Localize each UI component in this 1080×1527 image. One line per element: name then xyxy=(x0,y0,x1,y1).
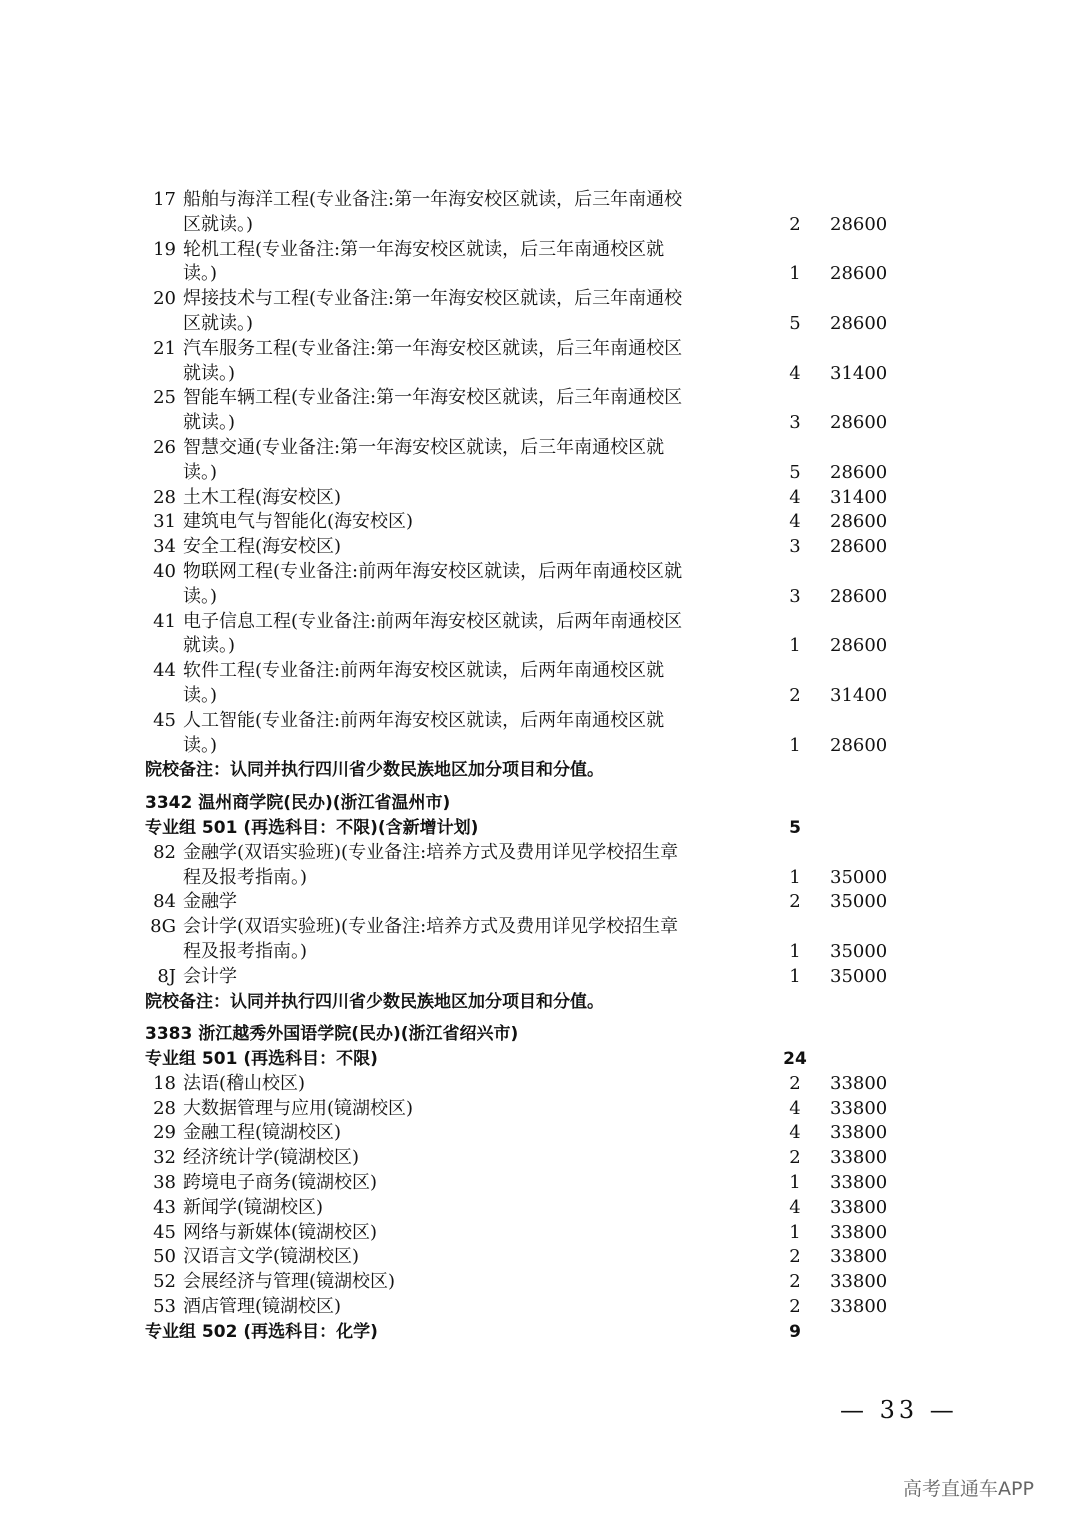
major-code: 38 xyxy=(153,1172,176,1194)
major-name: 安全工程(海安校区) xyxy=(183,536,342,558)
major-name-continuation: 区就读。) xyxy=(183,312,254,334)
plan-count: 1 xyxy=(789,635,801,657)
school-note-text: 院校备注：认同并执行四川省少数民族地区加分项目和分值。 xyxy=(145,760,604,781)
major-name: 汉语言文学(镜湖校区) xyxy=(183,1246,360,1268)
major-name: 酒店管理(镜湖校区) xyxy=(183,1296,342,1318)
major-row xyxy=(0,287,1080,312)
major-row xyxy=(0,535,1080,560)
plan-count: 4 xyxy=(789,511,801,533)
major-name: 汽车服务工程(专业备注:第一年海安校区就读，后三年南通校区 xyxy=(183,337,683,359)
major-row xyxy=(0,1196,1080,1221)
page-number: — 33 — xyxy=(840,1396,958,1424)
tuition-fee: 35000 xyxy=(830,891,888,913)
major-code: 52 xyxy=(153,1271,176,1293)
tuition-fee: 28600 xyxy=(830,263,888,285)
plan-count: 4 xyxy=(789,362,801,384)
major-name-continuation: 读。) xyxy=(183,585,218,607)
major-name: 土木工程(海安校区) xyxy=(183,486,342,508)
major-row xyxy=(0,915,1080,940)
major-row-continuation xyxy=(0,262,1080,287)
tuition-fee: 28600 xyxy=(830,312,888,334)
major-name-continuation: 程及报考指南。) xyxy=(183,866,308,888)
plan-count: 2 xyxy=(789,891,801,913)
major-group-count: 24 xyxy=(783,1049,807,1070)
plan-count: 1 xyxy=(789,1172,801,1194)
tuition-fee: 28600 xyxy=(830,412,888,434)
major-row xyxy=(0,560,1080,585)
major-name: 物联网工程(专业备注:前两年海安校区就读，后两年南通校区就 xyxy=(183,560,683,582)
tuition-fee: 33800 xyxy=(830,1097,888,1119)
major-code: 32 xyxy=(153,1147,176,1169)
plan-count: 3 xyxy=(789,536,801,558)
major-group-label: 专业组 501 (再选科目：不限)(含新增计划) xyxy=(145,817,479,838)
major-code: 53 xyxy=(153,1296,176,1318)
school-note-text: 院校备注：认同并执行四川省少数民族地区加分项目和分值。 xyxy=(145,991,604,1012)
major-row xyxy=(0,510,1080,535)
major-code: 31 xyxy=(153,511,176,533)
major-row xyxy=(0,1270,1080,1295)
major-code: 18 xyxy=(153,1072,176,1094)
section-gap xyxy=(0,1014,1080,1022)
plan-count: 4 xyxy=(789,1097,801,1119)
tuition-fee: 31400 xyxy=(830,486,888,508)
major-row xyxy=(0,238,1080,263)
plan-count: 5 xyxy=(789,312,801,334)
major-name-continuation: 程及报考指南。) xyxy=(183,940,308,962)
major-name: 会展经济与管理(镜湖校区) xyxy=(183,1271,396,1293)
major-group-header xyxy=(0,816,1080,841)
major-row xyxy=(0,1146,1080,1171)
major-name-continuation: 就读。) xyxy=(183,635,236,657)
major-row xyxy=(0,841,1080,866)
major-code: 19 xyxy=(153,238,176,260)
major-code: 8G xyxy=(150,916,176,938)
plan-count: 5 xyxy=(789,461,801,483)
tuition-fee: 28600 xyxy=(830,213,888,235)
major-name-continuation: 就读。) xyxy=(183,362,236,384)
tuition-fee: 28600 xyxy=(830,536,888,558)
major-name: 人工智能(专业备注:前两年海安校区就读，后两年南通校区就 xyxy=(183,709,665,731)
major-row xyxy=(0,386,1080,411)
major-row xyxy=(0,1295,1080,1320)
major-row-continuation xyxy=(0,866,1080,891)
plan-count: 1 xyxy=(789,866,801,888)
major-name: 金融工程(镜湖校区) xyxy=(183,1122,342,1144)
major-code: 26 xyxy=(153,436,176,458)
plan-count: 2 xyxy=(789,1147,801,1169)
major-name: 焊接技术与工程(专业备注:第一年海安校区就读，后三年南通校 xyxy=(183,288,683,310)
major-name: 软件工程(专业备注:前两年海安校区就读，后两年南通校区就 xyxy=(183,660,665,682)
plan-count: 1 xyxy=(789,1221,801,1243)
plan-count: 2 xyxy=(789,1271,801,1293)
watermark: 高考直通车APP xyxy=(903,1478,1034,1500)
school-header xyxy=(0,1022,1080,1047)
major-name-continuation: 读。) xyxy=(183,263,218,285)
major-group-header xyxy=(0,1047,1080,1072)
school-note xyxy=(0,758,1080,783)
major-code: 44 xyxy=(153,660,176,682)
major-row xyxy=(0,709,1080,734)
major-code: 28 xyxy=(153,486,176,508)
section-gap xyxy=(0,783,1080,791)
plan-count: 2 xyxy=(789,1246,801,1268)
tuition-fee: 33800 xyxy=(830,1072,888,1094)
major-name: 跨境电子商务(镜湖校区) xyxy=(183,1172,378,1194)
major-code: 20 xyxy=(153,288,176,310)
major-row-continuation xyxy=(0,213,1080,238)
major-name: 网络与新媒体(镜湖校区) xyxy=(183,1221,378,1243)
tuition-fee: 35000 xyxy=(830,940,888,962)
major-row xyxy=(0,1097,1080,1122)
major-row-continuation xyxy=(0,362,1080,387)
major-name: 新闻学(镜湖校区) xyxy=(183,1196,324,1218)
major-row-continuation xyxy=(0,312,1080,337)
plan-count: 1 xyxy=(789,965,801,987)
major-group-count: 9 xyxy=(789,1321,801,1342)
tuition-fee: 33800 xyxy=(830,1296,888,1318)
major-row-continuation xyxy=(0,411,1080,436)
major-name: 电子信息工程(专业备注:前两年海安校区就读，后两年南通校区 xyxy=(183,610,683,632)
major-row-continuation xyxy=(0,684,1080,709)
major-code: 41 xyxy=(153,610,176,632)
plan-count: 1 xyxy=(789,940,801,962)
plan-count: 3 xyxy=(789,585,801,607)
tuition-fee: 33800 xyxy=(830,1246,888,1268)
major-name: 金融学 xyxy=(183,891,237,913)
document-body xyxy=(0,188,1080,1345)
major-row xyxy=(0,1171,1080,1196)
major-code: 25 xyxy=(153,387,176,409)
major-group-label: 专业组 501 (再选科目：不限) xyxy=(145,1049,378,1070)
major-name: 大数据管理与应用(镜湖校区) xyxy=(183,1097,414,1119)
major-code: 82 xyxy=(153,841,176,863)
tuition-fee: 31400 xyxy=(830,362,888,384)
major-row xyxy=(0,436,1080,461)
major-name: 会计学 xyxy=(183,965,237,987)
plan-count: 2 xyxy=(789,1072,801,1094)
major-code: 34 xyxy=(153,536,176,558)
school-note xyxy=(0,990,1080,1015)
major-row-continuation xyxy=(0,585,1080,610)
major-code: 28 xyxy=(153,1097,176,1119)
major-name: 智能车辆工程(专业备注:第一年海安校区就读，后三年南通校区 xyxy=(183,387,683,409)
major-group-header xyxy=(0,1320,1080,1345)
major-name: 智慧交通(专业备注:第一年海安校区就读，后三年南通校区就 xyxy=(183,436,665,458)
major-code: 45 xyxy=(153,709,176,731)
major-code: 50 xyxy=(153,1246,176,1268)
plan-count: 2 xyxy=(789,684,801,706)
tuition-fee: 33800 xyxy=(830,1147,888,1169)
major-row xyxy=(0,1121,1080,1146)
major-name: 船舶与海洋工程(专业备注:第一年海安校区就读，后三年南通校 xyxy=(183,189,683,210)
major-row-continuation xyxy=(0,734,1080,759)
tuition-fee: 33800 xyxy=(830,1221,888,1243)
plan-count: 4 xyxy=(789,1122,801,1144)
major-code: 21 xyxy=(153,337,176,359)
plan-count: 4 xyxy=(789,486,801,508)
major-row xyxy=(0,337,1080,362)
tuition-fee: 35000 xyxy=(830,965,888,987)
major-name: 会计学(双语实验班)(专业备注:培养方式及费用详见学校招生章 xyxy=(183,916,679,938)
tuition-fee: 33800 xyxy=(830,1122,888,1144)
tuition-fee: 35000 xyxy=(830,866,888,888)
major-code: 29 xyxy=(153,1122,176,1144)
tuition-fee: 28600 xyxy=(830,511,888,533)
major-row xyxy=(0,486,1080,511)
major-code: 45 xyxy=(153,1221,176,1243)
tuition-fee: 28600 xyxy=(830,734,888,756)
plan-count: 2 xyxy=(789,1296,801,1318)
major-name: 轮机工程(专业备注:第一年海安校区就读，后三年南通校区就 xyxy=(183,238,665,260)
plan-count: 4 xyxy=(789,1196,801,1218)
major-name-continuation: 区就读。) xyxy=(183,213,254,235)
major-row xyxy=(0,610,1080,635)
plan-count: 3 xyxy=(789,412,801,434)
plan-count: 2 xyxy=(789,213,801,235)
major-row xyxy=(0,1245,1080,1270)
plan-count: 1 xyxy=(789,734,801,756)
tuition-fee: 33800 xyxy=(830,1172,888,1194)
major-code: 43 xyxy=(153,1196,176,1218)
major-name: 金融学(双语实验班)(专业备注:培养方式及费用详见学校招生章 xyxy=(183,841,679,863)
tuition-fee: 31400 xyxy=(830,684,888,706)
major-group-count: 5 xyxy=(789,817,801,838)
major-code: 8J xyxy=(157,965,176,987)
school-header xyxy=(0,791,1080,816)
major-row xyxy=(0,188,1080,213)
major-name-continuation: 读。) xyxy=(183,684,218,706)
school-name: 3383 浙江越秀外国语学院(民办)(浙江省绍兴市) xyxy=(145,1024,519,1045)
tuition-fee: 33800 xyxy=(830,1196,888,1218)
tuition-fee: 33800 xyxy=(830,1271,888,1293)
tuition-fee: 28600 xyxy=(830,461,888,483)
major-code: 17 xyxy=(153,189,176,210)
school-name: 3342 温州商学院(民办)(浙江省温州市) xyxy=(145,793,451,814)
major-row-continuation xyxy=(0,940,1080,965)
major-row xyxy=(0,1072,1080,1097)
major-row xyxy=(0,1221,1080,1246)
plan-count: 1 xyxy=(789,263,801,285)
major-name: 建筑电气与智能化(海安校区) xyxy=(183,511,414,533)
major-row xyxy=(0,965,1080,990)
major-name-continuation: 就读。) xyxy=(183,412,236,434)
tuition-fee: 28600 xyxy=(830,635,888,657)
major-name: 法语(稽山校区) xyxy=(183,1072,306,1094)
major-group-label: 专业组 502 (再选科目：化学) xyxy=(145,1321,378,1342)
major-row xyxy=(0,890,1080,915)
major-name: 经济统计学(镜湖校区) xyxy=(183,1147,360,1169)
major-name-continuation: 读。) xyxy=(183,734,218,756)
major-row-continuation xyxy=(0,634,1080,659)
major-name-continuation: 读。) xyxy=(183,461,218,483)
major-code: 84 xyxy=(153,891,176,913)
major-code: 40 xyxy=(153,560,176,582)
major-row-continuation xyxy=(0,461,1080,486)
tuition-fee: 28600 xyxy=(830,585,888,607)
major-row xyxy=(0,659,1080,684)
